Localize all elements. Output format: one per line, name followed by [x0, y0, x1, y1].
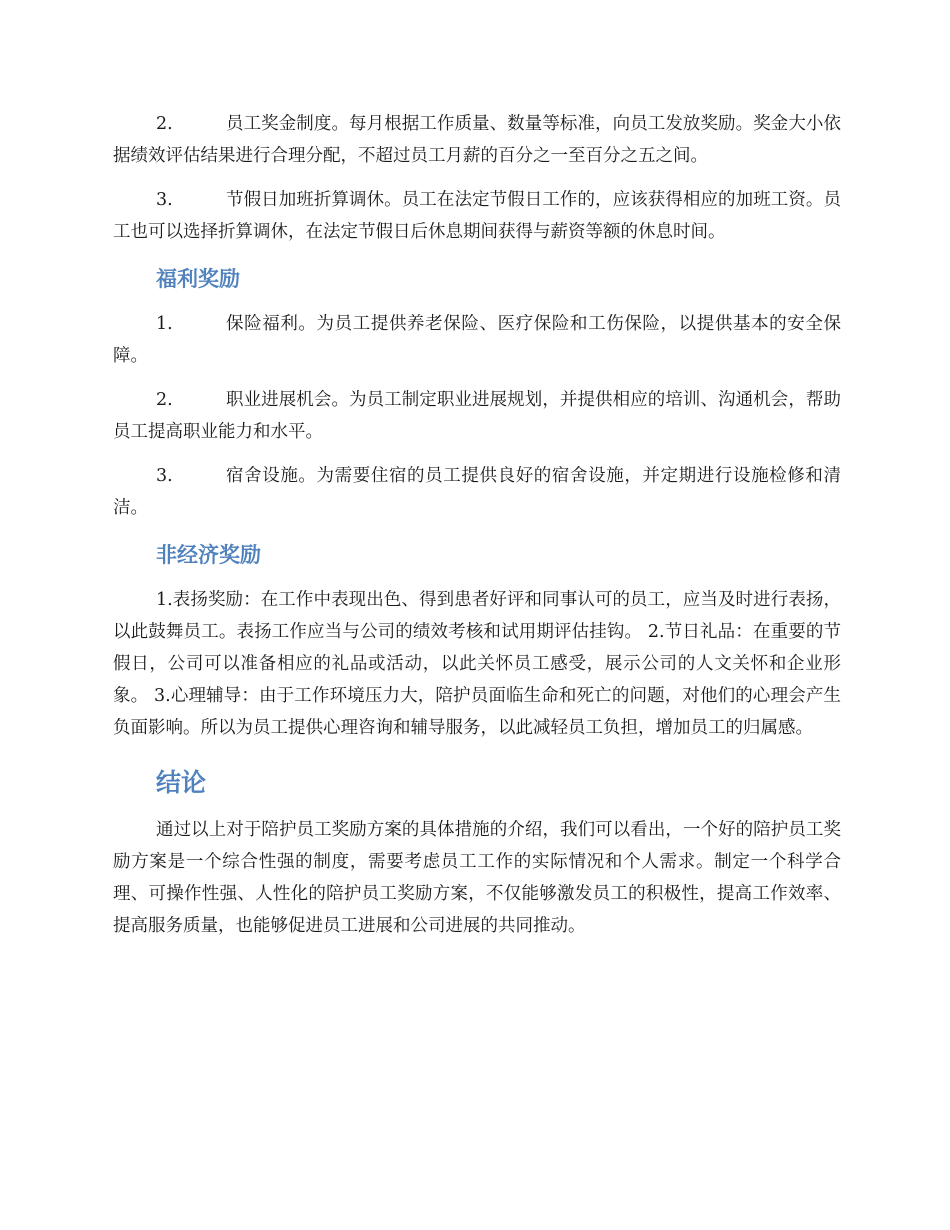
section-heading-conclusion: 结论	[156, 768, 207, 797]
conclusion-paragraph: 通过以上对于陪护员工奖励方案的具体措施的介绍，我们可以看出，一个好的陪护员工奖励方案是一个综合性强的制度，需要考虑员工工作的实际情况和个人需求。制定一个科学合理、可操作性强、人性化的陪护员工奖励方案，不仅能够激发员工的积极性，提高工作效率、提高服务质量，也能够促进员工进展和公司进展的共同推动。	[113, 820, 841, 936]
list-item-text: 员工奖金制度。每月根据工作质量、数量等标准，向员工发放奖励。奖金大小依据绩效评估结果进行合理分配，不超过员工月薪的百分之一至百分之五之间。	[113, 114, 841, 166]
list-number: 2.	[156, 390, 173, 410]
section-heading-welfare: 福利奖励	[156, 267, 240, 291]
list-item-text: 保险福利。为员工提供养老保险、医疗保险和工伤保险，以提供基本的安全保障。	[113, 314, 841, 366]
list-item-text: 节假日加班折算调休。员工在法定节假日工作的，应该获得相应的加班工资。员工也可以选择折算调休，在法定节假日后休息期间获得与薪资等额的休息时间。	[113, 190, 841, 242]
document-page	[113, 108, 841, 954]
list-item-text: 职业进展机会。为员工制定职业进展规划，并提供相应的培训、沟通机会，帮助员工提高职业能力和水平。	[113, 390, 841, 442]
list-number: 3.	[156, 466, 173, 486]
list-item	[113, 308, 841, 372]
list-number: 2.	[156, 114, 173, 134]
section-heading-non-economic: 非经济奖励	[156, 543, 261, 567]
list-number: 1.	[156, 314, 173, 334]
list-item	[113, 108, 841, 172]
non-economic-paragraph: 1.表扬奖励：在工作中表现出色、得到患者好评和同事认可的员工，应当及时进行表扬，以此鼓舞员工。表扬工作应当与公司的绩效考核和试用期评估挂钩。 2.节日礼品：在重要的节假日，公司可以准备相应的礼品或活动，以此关怀员工感受，展示公司的人文关怀和企业形象。 3.心理辅导：由于工作环境压力大，陪护员面临生命和死亡的问题，对他们的心理会产生负面影响。所以为员工提供心理咨询和辅导服务，以此减轻员工负担，增加员工的归属感。	[113, 590, 841, 738]
list-number: 3.	[156, 190, 173, 210]
list-item	[113, 184, 841, 248]
list-item-text: 宿舍设施。为需要住宿的员工提供良好的宿舍设施，并定期进行设施检修和清洁。	[113, 466, 841, 518]
list-item	[113, 384, 841, 448]
list-item	[113, 460, 841, 524]
